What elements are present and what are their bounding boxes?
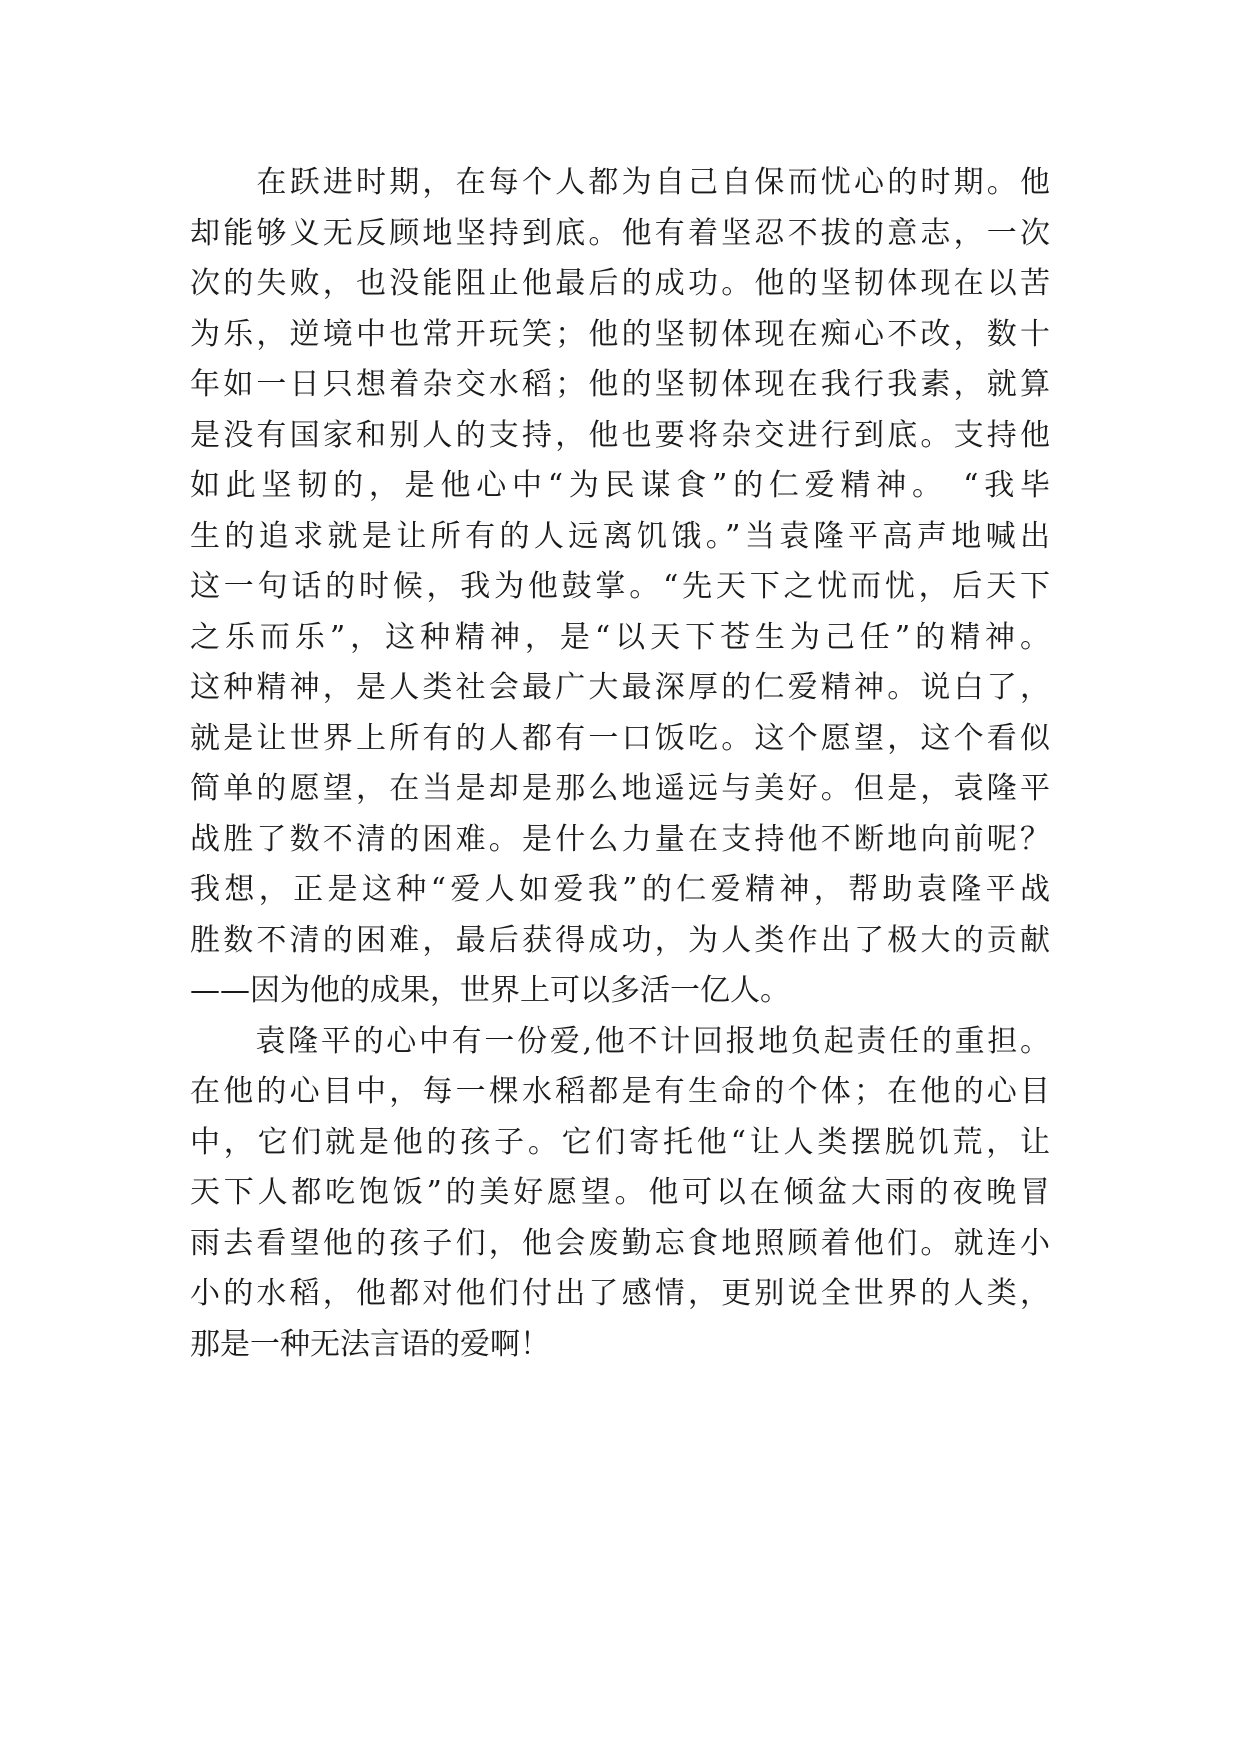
- text-line: 简单的愿望，在当是却是那么地遥远与美好。但是，袁隆平: [190, 771, 1050, 806]
- text-line: 那是一种无法言语的爱啊！: [190, 1326, 550, 1362]
- text-line: 为乐，逆境中也常开玩笑；他的坚韧体现在痴心不改，数十: [190, 316, 1050, 352]
- text-line: 年如一日只想着杂交水稻；他的坚韧体现在我行我素，就算: [190, 367, 1050, 402]
- text-line: 之乐而乐”，这种精神，是“以天下苍生为己任”的精神。: [190, 619, 1050, 655]
- text-line: 胜数不清的困难，最后获得成功，为人类作出了极大的贡献: [190, 922, 1050, 958]
- text-line: 在他的心目中，每一棵水稻都是有生命的个体；在他的心目: [190, 1074, 1050, 1109]
- text-line: 是没有国家和别人的支持，他也要将杂交进行到底。支持他: [190, 417, 1050, 453]
- text-line: 次的失败，也没能阻止他最后的成功。他的坚韧体现在以苦: [190, 266, 1050, 301]
- text-line: 如此坚韧的，是他心中“为民谋食”的仁爱精神。 “我毕: [190, 468, 1050, 503]
- text-line: 我想，正是这种“爱人如爱我”的仁爱精神，帮助袁隆平战: [190, 872, 1050, 907]
- paragraph-1: [190, 158, 1050, 1017]
- document-body: [190, 158, 1050, 1370]
- text-line: 天下人都吃饱饭”的美好愿望。他可以在倾盆大雨的夜晚冒: [190, 1175, 1050, 1210]
- text-line: 这一句话的时候，我为他鼓掌。“先天下之忧而忧，后天下: [190, 569, 1050, 604]
- text-line: 战胜了数不清的困难。是什么力量在支持他不断地向前呢？: [190, 821, 1050, 857]
- text-line: 中，它们就是他的孩子。它们寄托他“让人类摆脱饥荒，让: [190, 1124, 1050, 1160]
- text-line: 就是让世界上所有的人都有一口饭吃。这个愿望，这个看似: [190, 720, 1050, 756]
- text-line: 袁隆平的心中有一份爱,他不计回报地负起责任的重担。: [190, 1023, 1050, 1059]
- text-line: 雨去看望他的孩子们，他会废勤忘食地照顾着他们。就连小: [190, 1225, 1050, 1261]
- text-line: 小的水稻，他都对他们付出了感情，更别说全世界的人类，: [190, 1276, 1050, 1311]
- text-line: 却能够义无反顾地坚持到底。他有着坚忍不拔的意志，一次: [190, 215, 1050, 251]
- text-line: 在跃进时期，在每个人都为自己自保而忧心的时期。他: [190, 165, 1050, 200]
- text-line: 生的追求就是让所有的人远离饥饿。”当袁隆平高声地喊出: [190, 518, 1050, 554]
- text-line: 这种精神，是人类社会最广大最深厚的仁爱精神。说白了，: [190, 670, 1050, 705]
- text-line: ——因为他的成果，世界上可以多活一亿人。: [190, 973, 790, 1008]
- paragraph-2: [190, 1017, 1050, 1371]
